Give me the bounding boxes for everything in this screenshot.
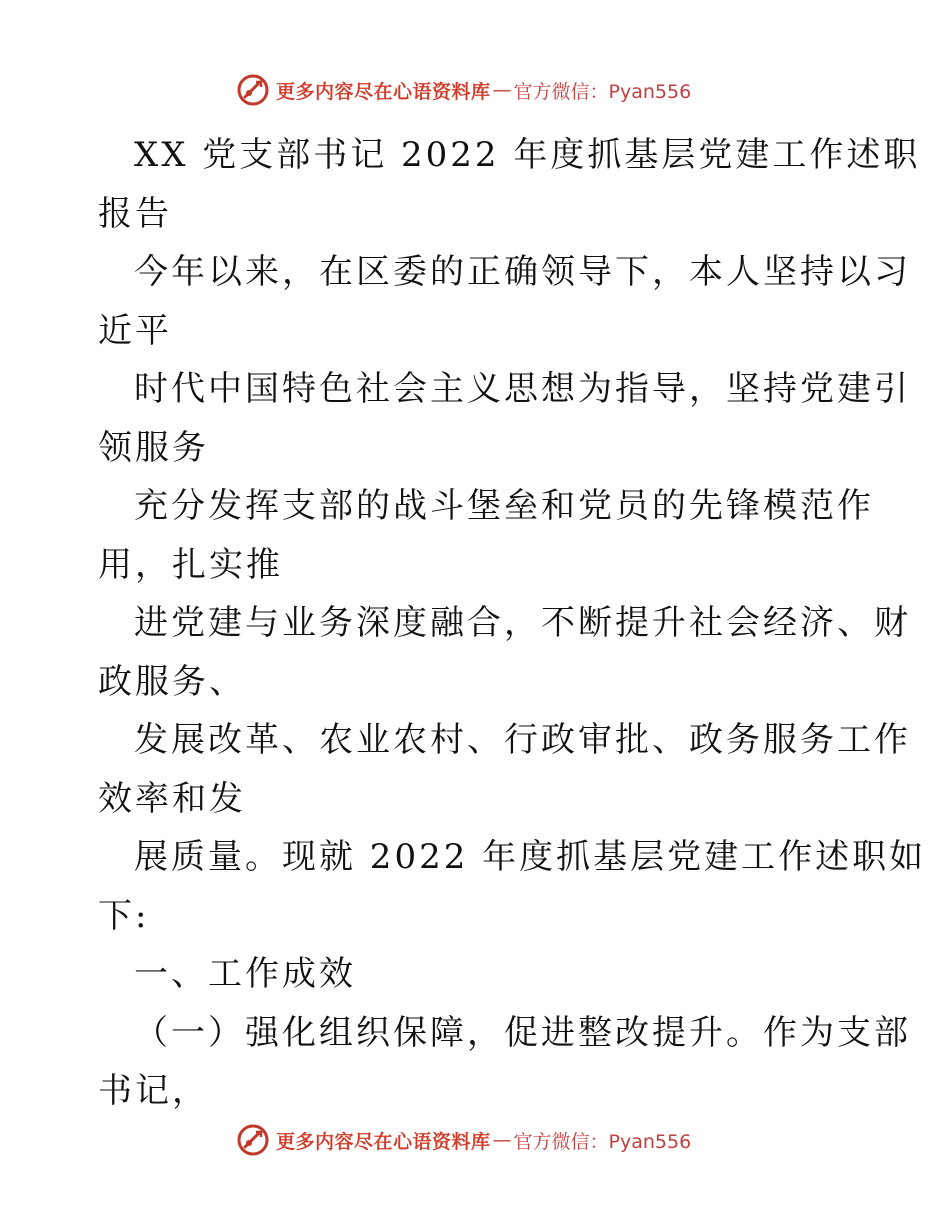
- paragraph-line: 领服务: [98, 427, 209, 468]
- paragraph-line: 近平: [98, 310, 172, 351]
- title-line-1: XX 党支部书记 2022 年度抓基层党建工作述职: [134, 135, 921, 175]
- subsection-line: （一）强化组织保障，促进整改提升。作为支部: [134, 1012, 911, 1053]
- paragraph-line: 用，扎实推: [98, 544, 283, 585]
- paragraph-line: 下:: [98, 895, 150, 936]
- watermark-main-text: 更多内容尽在心语资料库: [276, 1130, 491, 1153]
- title-line-2: 报告: [98, 193, 172, 234]
- paragraph-line: 发展改革、农业农村、行政审批、政务服务工作: [134, 720, 911, 760]
- watermark-footer: [236, 1122, 691, 1158]
- watermark-separator: —: [492, 1129, 512, 1151]
- red-logo-icon: [236, 73, 270, 107]
- paragraph-line: 充分发挥支部的战斗堡垒和党员的先锋模范作: [134, 486, 874, 526]
- section-heading: 一、工作成效: [134, 954, 356, 994]
- paragraph-line: 时代中国特色社会主义思想为指导，坚持党建引: [134, 369, 911, 409]
- red-logo-icon: [236, 1123, 270, 1157]
- paragraph-line: 政服务、: [98, 661, 246, 702]
- watermark-contact: 官方微信：Pyan556: [513, 80, 692, 103]
- watermark-contact: 官方微信：Pyan556: [513, 1130, 692, 1153]
- subsection-line: 书记，: [98, 1071, 209, 1111]
- paragraph-line: 今年以来，在区委的正确领导下，本人坚持以习: [134, 252, 911, 292]
- watermark-separator: —: [492, 79, 512, 101]
- paragraph-line: 效率和发: [98, 778, 246, 819]
- document-body: [98, 126, 927, 1121]
- watermark-main-text: 更多内容尽在心语资料库: [276, 80, 491, 103]
- paragraph-line: 展质量。现就 2022 年度抓基层党建工作述职如: [134, 837, 927, 877]
- watermark-header: [236, 72, 691, 108]
- paragraph-line: 进党建与业务深度融合，不断提升社会经济、财: [134, 603, 911, 643]
